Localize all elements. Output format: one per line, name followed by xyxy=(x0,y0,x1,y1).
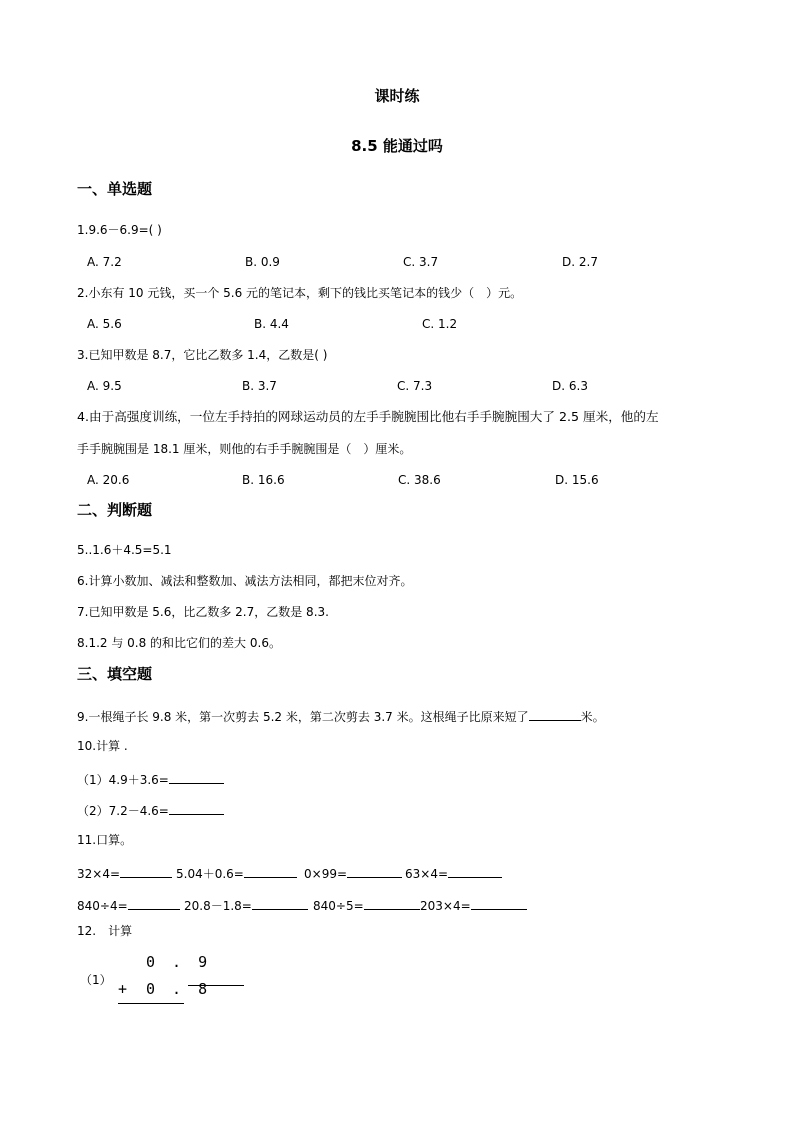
question-4-option-d: D. 15.6 xyxy=(555,473,599,487)
question-10-stem: 10.计算 . xyxy=(77,739,128,753)
question-11-r1-expr-1: 32×4= xyxy=(77,867,121,881)
question-10-part-2-blank[interactable] xyxy=(169,802,224,815)
question-4-option-c: C. 38.6 xyxy=(398,473,441,487)
question-3-option-a: A. 9.5 xyxy=(87,379,122,393)
question-2-stem: 2.小东有 10 元钱，买一个 5.6 元的笔记本，剩下的钱比买笔记本的钱少（ ）元。 xyxy=(77,286,523,300)
question-10-part-2 xyxy=(77,802,224,817)
question-11-row-2-item-2 xyxy=(184,897,308,912)
question-9-text: 9.一根绳子长 9.8 米，第一次剪去 5.2 米，第二次剪去 3.7 米。这根绳子比原来短了 xyxy=(77,710,529,724)
question-8: 8.1.2 与 0.8 的和比它们的差大 0.6。 xyxy=(77,636,281,650)
question-11-r1-expr-4: 63×4= xyxy=(405,867,449,881)
question-4-option-b: B. 16.6 xyxy=(242,473,285,487)
question-2-option-a: A. 5.6 xyxy=(87,317,122,331)
question-1-stem: 1.9.6－6.9=( ) xyxy=(77,223,162,237)
question-9 xyxy=(77,708,605,723)
question-11-row-2-item-3 xyxy=(313,897,420,912)
question-11-r2-expr-2: 20.8－1.8= xyxy=(184,899,252,913)
question-11-stem: 11.口算。 xyxy=(77,833,133,847)
plus-sign: + xyxy=(118,980,132,998)
section-heading-fill-blank: 三、填空题 xyxy=(77,665,153,683)
question-1-option-c: C. 3.7 xyxy=(403,255,439,269)
question-11-r2-blank-3[interactable] xyxy=(364,897,420,910)
question-11-r2-expr-1: 840÷4= xyxy=(77,899,128,913)
question-11-row-1-item-1 xyxy=(77,865,172,880)
question-9-unit: 米。 xyxy=(580,710,605,724)
question-9-blank[interactable] xyxy=(529,708,581,721)
question-2-option-c: C. 1.2 xyxy=(422,317,458,331)
question-3-option-c: C. 7.3 xyxy=(397,379,433,393)
question-11-r1-expr-2: 5.04＋0.6= xyxy=(176,867,244,881)
question-11-row-2-item-4 xyxy=(420,897,527,912)
question-5: 5..1.6＋4.5=5.1 xyxy=(77,543,172,557)
question-11-row-1-item-4 xyxy=(405,865,502,880)
question-11-r1-expr-3: 0×99= xyxy=(304,867,348,881)
question-11-r1-blank-4[interactable] xyxy=(448,865,502,878)
section-heading-true-false: 二、判断题 xyxy=(77,501,153,519)
question-10-part-1 xyxy=(77,771,224,786)
question-10-part-2-text: （2）7.2－4.6= xyxy=(77,804,169,818)
question-11-r2-expr-4: 203×4= xyxy=(420,899,471,913)
question-3-stem: 3.已知甲数是 8.7，它比乙数多 1.4，乙数是( ) xyxy=(77,348,328,362)
question-11-row-1-item-2 xyxy=(176,865,297,880)
question-11-r1-blank-2[interactable] xyxy=(244,865,297,878)
question-11-row-2-item-1 xyxy=(77,897,180,912)
vertical-sum-line xyxy=(118,1003,184,1004)
question-12-answer-blank[interactable] xyxy=(188,985,244,986)
question-10-part-1-text: （1）4.9＋3.6= xyxy=(77,773,169,787)
question-7: 7.已知甲数是 5.6，比乙数多 2.7，乙数是 8.3. xyxy=(77,605,329,619)
page-title: 课时练 xyxy=(374,87,420,105)
question-12-stem: 12. 计算 xyxy=(77,924,133,938)
question-11-r2-blank-1[interactable] xyxy=(128,897,180,910)
section-heading-single-choice: 一、单选题 xyxy=(77,180,153,198)
question-11-r1-blank-1[interactable] xyxy=(120,865,172,878)
question-11-r2-blank-4[interactable] xyxy=(471,897,527,910)
question-1-option-d: D. 2.7 xyxy=(562,255,598,269)
question-2-option-b: B. 4.4 xyxy=(254,317,289,331)
question-12-part-label: （1） xyxy=(80,973,112,987)
question-4-option-a: A. 20.6 xyxy=(87,473,130,487)
question-11-r2-blank-2[interactable] xyxy=(252,897,308,910)
question-1-option-a: A. 7.2 xyxy=(87,255,122,269)
question-4-stem-line-1: 4.由于高强度训练，一位左手持拍的网球运动员的左手手腕腕围比他右手手腕腕围大了 2.5 厘米，他的左 xyxy=(77,409,659,424)
vertical-addend-bottom: 0 . 8 xyxy=(146,980,212,998)
question-3-option-d: D. 6.3 xyxy=(552,379,588,393)
question-10-part-1-blank[interactable] xyxy=(169,771,224,784)
question-3-option-b: B. 3.7 xyxy=(242,379,277,393)
question-6: 6.计算小数加、减法和整数加、减法方法相同，都把末位对齐。 xyxy=(77,574,413,588)
question-11-row-1-item-3 xyxy=(304,865,402,880)
vertical-addend-top: 0 . 9 xyxy=(146,953,212,971)
question-11-r1-blank-3[interactable] xyxy=(347,865,402,878)
page-subtitle: 8.5 能通过吗 xyxy=(351,137,443,155)
question-4-stem-line-2: 手手腕腕围是 18.1 厘米，则他的右手手腕腕围是（ ）厘米。 xyxy=(77,442,412,456)
question-11-r2-expr-3: 840÷5= xyxy=(313,899,364,913)
question-1-option-b: B. 0.9 xyxy=(245,255,280,269)
